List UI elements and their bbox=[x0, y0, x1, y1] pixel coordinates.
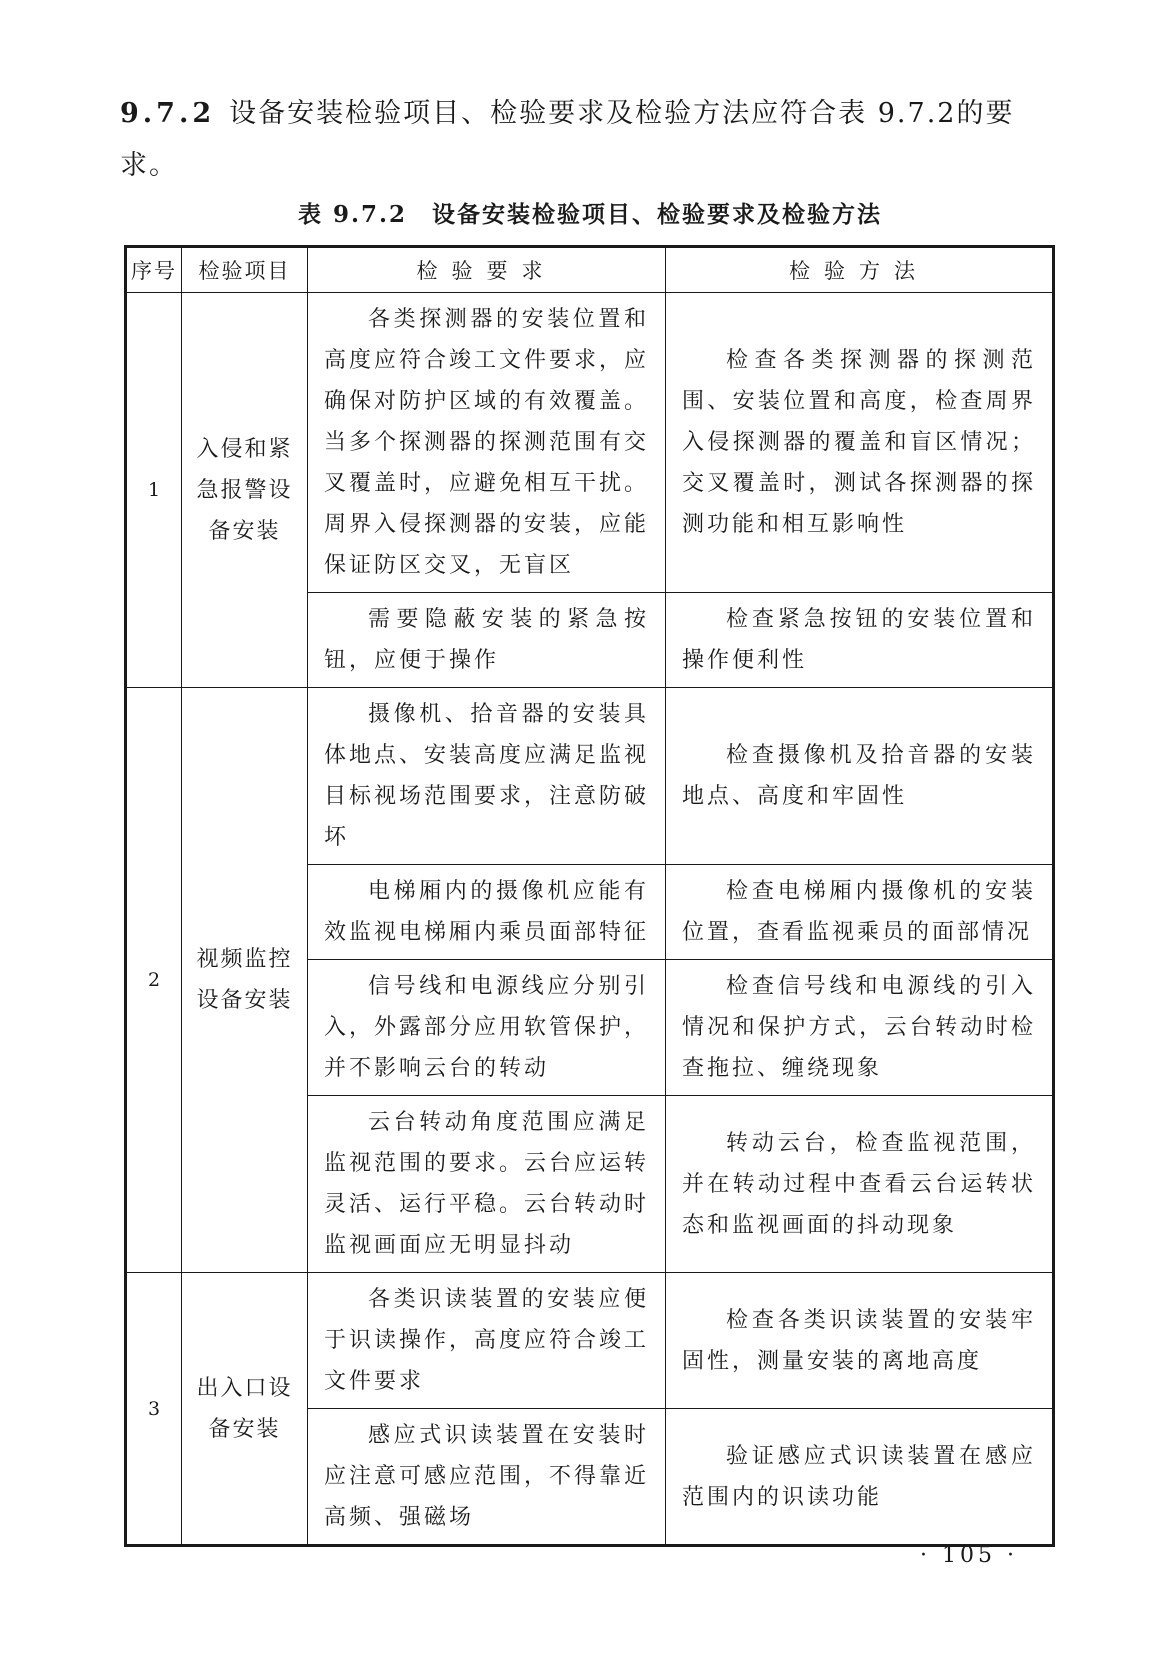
method-cell: 转动云台，检查监视范围，并在转动过程中查看云台运转状态和监视画面的抖动现象 bbox=[666, 1096, 1054, 1273]
header-requirement: 检验要求 bbox=[308, 247, 666, 293]
item-cell: 入侵和紧急报警设备安装 bbox=[182, 293, 308, 688]
header-method: 检验方法 bbox=[666, 247, 1054, 293]
requirement-cell: 电梯厢内的摄像机应能有效监视电梯厢内乘员面部特征 bbox=[308, 865, 666, 960]
clause-paragraph bbox=[120, 88, 1060, 192]
item-cell: 视频监控设备安装 bbox=[182, 688, 308, 1273]
inspection-table bbox=[124, 245, 1055, 1547]
requirement-cell: 各类探测器的安装位置和高度应符合竣工文件要求，应确保对防护区域的有效覆盖。当多个探测器的探测范围有交叉覆盖时，应避免相互干扰。周界入侵探测器的安装，应能保证防区交叉，无盲区 bbox=[308, 293, 666, 593]
method-cell: 检查电梯厢内摄像机的安装位置，查看监视乘员的面部情况 bbox=[666, 865, 1054, 960]
table-row bbox=[126, 1273, 1054, 1409]
serial-cell: 3 bbox=[126, 1273, 182, 1546]
method-cell: 检查各类识读装置的安装牢固性，测量安装的离地高度 bbox=[666, 1273, 1054, 1409]
table-row bbox=[126, 688, 1054, 865]
table-header-row bbox=[126, 247, 1054, 293]
item-cell: 出入口设备安装 bbox=[182, 1273, 308, 1546]
table-row bbox=[126, 293, 1054, 593]
method-cell: 验证感应式识读装置在感应范围内的识读功能 bbox=[666, 1409, 1054, 1546]
serial-cell: 1 bbox=[126, 293, 182, 688]
clause-text: 设备安装检验项目、检验要求及检验方法应符合表 9.7.2的要求。 bbox=[120, 98, 1015, 181]
header-item: 检验项目 bbox=[182, 247, 308, 293]
clause-number: 9.7.2 bbox=[120, 98, 216, 129]
requirement-cell: 摄像机、拾音器的安装具体地点、安装高度应满足监视目标视场范围要求，注意防破坏 bbox=[308, 688, 666, 865]
requirement-cell: 云台转动角度范围应满足监视范围的要求。云台应运转灵活、运行平稳。云台转动时监视画面应无明显抖动 bbox=[308, 1096, 666, 1273]
requirement-cell: 感应式识读装置在安装时应注意可感应范围，不得靠近高频、强磁场 bbox=[308, 1409, 666, 1546]
method-cell: 检查信号线和电源线的引入情况和保护方式，云台转动时检查拖拉、缠绕现象 bbox=[666, 960, 1054, 1096]
serial-cell: 2 bbox=[126, 688, 182, 1273]
header-serial: 序号 bbox=[126, 247, 182, 293]
requirement-cell: 信号线和电源线应分别引入，外露部分应用软管保护，并不影响云台的转动 bbox=[308, 960, 666, 1096]
requirement-cell: 需要隐蔽安装的紧急按钮，应便于操作 bbox=[308, 593, 666, 688]
method-cell: 检查各类探测器的探测范围、安装位置和高度，检查周界入侵探测器的覆盖和盲区情况；交叉覆盖时，测试各探测器的探测功能和相互影响性 bbox=[666, 293, 1054, 593]
method-cell: 检查摄像机及拾音器的安装地点、高度和牢固性 bbox=[666, 688, 1054, 865]
page-number: · 105 · bbox=[920, 1543, 1018, 1568]
table-caption: 表 9.7.2 设备安装检验项目、检验要求及检验方法 bbox=[297, 201, 883, 228]
requirement-cell: 各类识读装置的安装应便于识读操作，高度应符合竣工文件要求 bbox=[308, 1273, 666, 1409]
method-cell: 检查紧急按钮的安装位置和操作便利性 bbox=[666, 593, 1054, 688]
